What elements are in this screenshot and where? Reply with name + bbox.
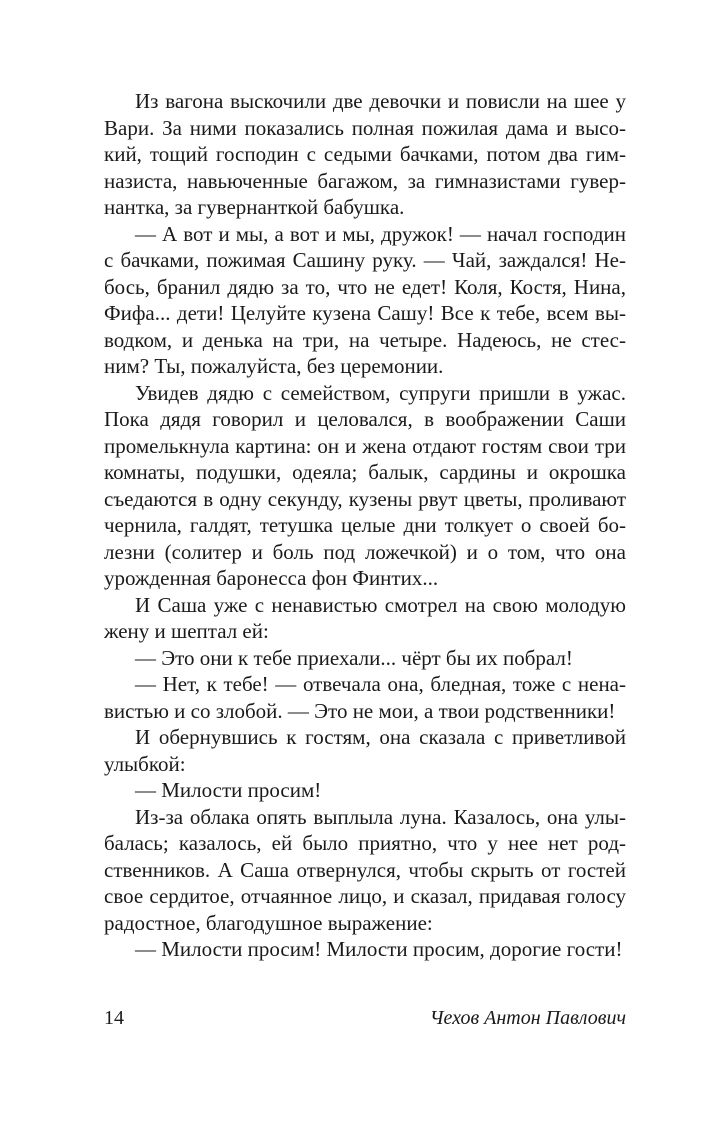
paragraph-7 [104, 724, 626, 777]
text-line: жену и шептал ей: [104, 619, 269, 643]
paragraph-2 [104, 221, 626, 380]
page-number: 14 [104, 1007, 124, 1029]
text-line: Увидев дядю с семейством, супруги пришли в ужас. [135, 380, 626, 405]
text-line: свое сердитое, отчаянное лицо, и сказал, придавая голосу [104, 884, 626, 908]
paragraph-9 [104, 804, 626, 937]
text-line: чернила, галдят, тетушка целые дни толкует о своей бо- [104, 513, 626, 537]
paragraph-8 [104, 777, 626, 804]
text-line: И обернувшись к гостям, она сказала с приветливой [135, 725, 626, 749]
paragraph-10 [104, 936, 626, 963]
text-line: вистью и со злобой. — Это не мои, а твои родственники! [104, 698, 616, 723]
text-line: — Это они к тебе приехали... чёрт бы их побрал! [135, 645, 573, 670]
text-line: — Нет, к тебе! — отвечала она, бледная, тоже с нена- [135, 672, 626, 696]
text-line: улыбкой: [104, 751, 186, 776]
text-line: назиста, навьюченные багажом, за гимназистами гувер- [104, 168, 626, 193]
text-line: бось, бранил дядю за то, что не едет! Коля, Костя, Нина, [104, 274, 626, 299]
text-line: радостное, благодушное выражение: [104, 910, 433, 935]
paragraph-3 [104, 380, 626, 592]
text-line: — А вот и мы, а вот и мы, дружок! — начал господин [135, 221, 626, 246]
paragraph-1 [104, 88, 626, 221]
text-line: Фифа... дети! Целуйте кузена Сашу! Все к тебе, всем вы- [104, 301, 626, 325]
text-line: кий, тощий господин с седыми бачками, потом два гим- [104, 142, 626, 166]
text-line: балась; казалось, ей было приятно, что у нее нет род- [104, 831, 626, 855]
paragraph-5 [104, 645, 626, 672]
text-line: ственников. А Саша отвернулся, чтобы скрыть от гостей [104, 857, 626, 882]
text-line: — Милости просим! Милости просим, дорогие гости! [135, 937, 623, 961]
text-line: нантка, за гувернанткой бабушка. [104, 195, 405, 219]
text-line: ним? Ты, пожалуйста, без церемонии. [104, 354, 444, 378]
page-body [104, 88, 626, 963]
text-line: — Милости просим! [135, 778, 322, 802]
text-line: промелькнула картина: он и жена отдают гостям свои три [104, 433, 626, 458]
text-line: Пока дядя говорил и целовался, в воображении Саши [104, 407, 626, 431]
text-line: с бачками, пожимая Сашину руку. — Чай, заждался! Не- [104, 248, 626, 272]
text-line: урожденная баронесса фон Финтих... [104, 566, 439, 590]
text-line: И Саша уже с ненавистью смотрел на свою молодую [135, 592, 626, 617]
text-line: съедаются в одну секунду, кузены рвут цветы, проливают [104, 486, 626, 511]
paragraph-6 [104, 671, 626, 724]
text-line: водком, и денька на три, на четыре. Надеюсь, не стес- [104, 327, 626, 352]
text-line: Вари. За ними показались полная пожилая дама и высо- [104, 115, 626, 140]
text-line: лезни (солитер и боль под ложечкой) и о том, что она [104, 539, 626, 564]
text-line: Из вагона выскочили две девочки и повисли на шее у [135, 89, 626, 113]
text-line: комнаты, подушки, одеяла; балык, сардины и окрошка [104, 460, 626, 484]
page-footer [104, 1005, 626, 1031]
paragraph-4 [104, 592, 626, 645]
author-name: Чехов Антон Павлович [429, 1007, 626, 1029]
text-line: Из-за облака опять выплыла луна. Казалось, она улы- [135, 804, 626, 829]
